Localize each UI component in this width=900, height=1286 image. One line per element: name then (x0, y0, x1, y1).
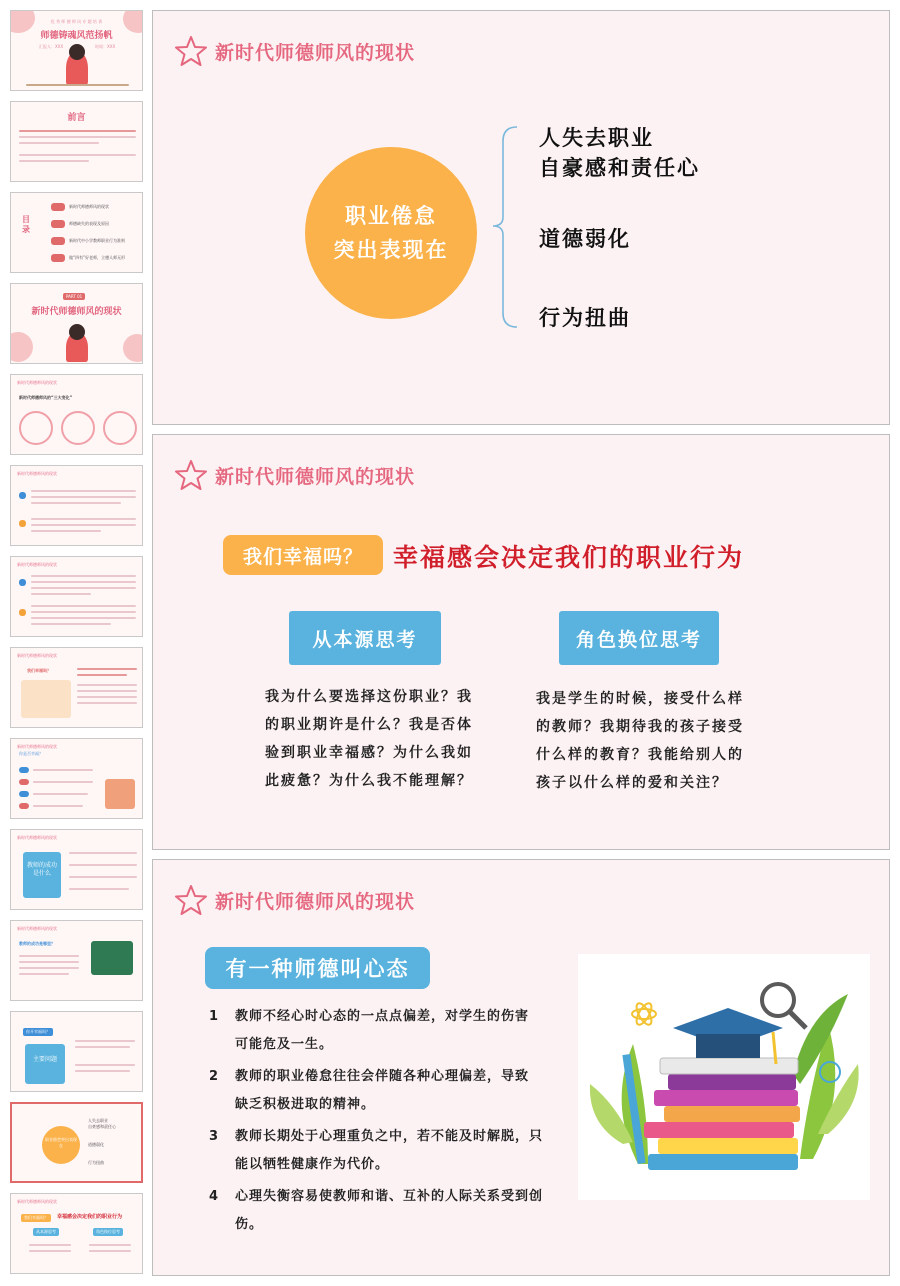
star-icon (175, 459, 207, 491)
text-line: 此疲惫？为什么我不能理解？ (265, 773, 473, 789)
star-icon (175, 35, 207, 67)
text-line: 缺乏积极进取的精神。 (235, 1097, 376, 1112)
text-line: 能以牺牲健康作为代价。 (235, 1157, 390, 1172)
slide-title: 新时代师德师风的现状 (215, 465, 416, 488)
thumbnail-slide-3[interactable] (10, 192, 143, 273)
point-number: 3 (209, 1129, 219, 1144)
role-swap-thinking-text (536, 685, 776, 797)
mindset-point (209, 1063, 564, 1119)
thumb-toc-item: 新时代师德师风的现状 (69, 204, 109, 209)
burnout-item-pride (539, 123, 700, 183)
books-illustration (578, 954, 870, 1200)
thumb-btn: 角色换位思考 (93, 1228, 123, 1236)
thumb-title: 目录 (22, 215, 30, 234)
bracket-icon (485, 125, 525, 330)
thumbnail-slide-2[interactable] (10, 101, 143, 182)
thumbnail-slide-13[interactable] (10, 1102, 143, 1183)
text-line: 伤。 (235, 1217, 264, 1232)
happiness-question-tag: 我们幸福吗？ (223, 535, 383, 575)
text-line: 教师的职业倦怠往往会伴随各种心理偏差，导致 (235, 1069, 530, 1084)
happiness-headline: 幸福感会决定我们的职业行为 (393, 543, 745, 572)
thumb-item: 行为扭曲 (88, 1160, 104, 1165)
point-number: 2 (209, 1069, 219, 1084)
thumbnail-slide-10[interactable] (10, 829, 143, 910)
teacher-head (69, 44, 85, 60)
slide-header (175, 35, 415, 67)
thumb-head: 新时代师德师风的现状 (17, 926, 57, 931)
slide-happiness (152, 434, 890, 850)
text-line: 心理失衡容易使教师和谐、互补的人际关系受到创 (235, 1189, 544, 1204)
item-line: 道德弱化 (539, 227, 631, 251)
thumbnail-slide-4[interactable] (10, 283, 143, 364)
text-line: 的教师？我期待我的孩子接受 (536, 719, 744, 735)
thumb-subtitle: 优 秀 师 德 师 风 专 题 培 训 (50, 19, 103, 24)
thumb-box-label: 主要问题 (32, 1056, 57, 1063)
thumbnail-slide-5[interactable] (10, 374, 143, 455)
point-text (235, 1003, 564, 1059)
role-swap-thinking-button: 角色换位思考 (559, 611, 719, 665)
star-icon (175, 884, 207, 916)
thumb-title: 新时代师德师风的现状 (31, 307, 122, 317)
thumbnail-slide-7[interactable] (10, 556, 143, 637)
text-line: 教师长期处于心理重负之中，若不能及时解脱，只 (235, 1129, 544, 1144)
thumb-title: 师德铸魂风范扬帆 (40, 31, 113, 41)
thumb-toc-item: 新时代中小学教师职业行为准则 (69, 238, 125, 243)
blackboard-picture (91, 941, 133, 975)
item-line: 自豪感和责任心 (539, 156, 700, 180)
burnout-circle (305, 147, 477, 319)
thumbnail-slide-8[interactable] (10, 647, 143, 728)
thumb-head: 新时代师德师风的现状 (17, 380, 57, 385)
thumb-meta: 汇报人：XXX (39, 44, 64, 49)
burnout-item-morality (539, 224, 631, 254)
text-line: 的职业期许是什么？我是否体 (265, 717, 473, 733)
slide-header (175, 459, 415, 491)
slide-title: 新时代师德师风的现状 (215, 41, 416, 64)
origin-thinking-text (265, 683, 505, 795)
thumb-tag: 教师的成功是哪里？ (19, 941, 55, 946)
text-line: 验到职业幸福感？为什么我如 (265, 745, 473, 761)
slide-burnout (152, 10, 890, 425)
thumb-item: 道德弱化 (88, 1142, 104, 1147)
thumbnail-slide-1[interactable] (10, 10, 143, 91)
text-line: 教师不经心时心态的一点点偏差，对学生的伤害 (235, 1009, 530, 1024)
thumbnail-slide-14[interactable] (10, 1193, 143, 1274)
mindset-point (209, 1183, 564, 1239)
point-text (235, 1183, 564, 1239)
mindset-point (209, 1003, 564, 1059)
desk (26, 84, 129, 86)
thumb-tag: 我们幸福吗？ (27, 668, 51, 673)
thumbnail-slide-11[interactable] (10, 920, 143, 1001)
thumb-tag: 你是否幸福？ (19, 751, 43, 756)
burnout-item-behavior (539, 303, 631, 333)
slide-title: 新时代师德师风的现状 (215, 890, 416, 913)
thumb-head: 新时代师德师风的现状 (17, 835, 57, 840)
thumb-title: 前言 (67, 113, 86, 123)
thumb-item: 人失去职业 (88, 1118, 108, 1123)
point-text (235, 1063, 564, 1119)
text-line: 我是学生的时候，接受什么样 (536, 691, 744, 707)
thumb-box-label: 教师的成功是什么 (26, 862, 57, 877)
thumb-tag: 你开幸福吗？ (23, 1028, 53, 1036)
thumb-tag: 我们幸福吗？ (21, 1214, 51, 1222)
mindset-point (209, 1123, 564, 1179)
thumb-head: 新时代师德师风的现状 (17, 562, 57, 567)
thumb-toc-item: 师德缺失的表现及原因 (69, 221, 109, 226)
thumb-headline: 幸福感会决定我们的职业行为 (57, 1214, 123, 1220)
slide-mindset (152, 859, 890, 1276)
circle-line: 职业倦怠 (345, 204, 437, 228)
thumb-part-chip: PART 01 (63, 293, 85, 300)
item-line: 人失去职业 (539, 126, 654, 150)
text-line: 孩子以什么样的爱和关注？ (536, 775, 728, 791)
point-text (235, 1123, 564, 1179)
classroom-picture (21, 680, 71, 718)
point-number: 1 (209, 1009, 219, 1024)
mindset-banner: 有一种师德叫心态 (205, 947, 430, 989)
thumb-circle-label: 职业倦怠突出表现在 (45, 1137, 77, 1148)
thumbnail-slide-9[interactable] (10, 738, 143, 819)
point-number: 4 (209, 1189, 219, 1204)
thumb-head: 新时代师德师风的现状 (17, 653, 57, 658)
text-line: 我为什么要选择这份职业？我 (265, 689, 473, 705)
item-line: 行为扭曲 (539, 306, 631, 330)
thumb-btn: 从本源思考 (33, 1228, 59, 1236)
thumb-meta: 时间：XXX (95, 44, 116, 49)
thumb-head: 新时代师德师风的现状 (17, 1199, 57, 1204)
books-graduation-cap-icon (578, 954, 870, 1200)
circle-line: 突出表现在 (333, 238, 449, 262)
origin-thinking-button: 从本源思考 (289, 611, 441, 665)
text-line: 什么样的教育？我能给别人的 (536, 747, 744, 763)
text-line: 可能危及一生。 (235, 1037, 334, 1052)
thumb-toc-item: 做“四有”好老师，立德人师无形 (69, 255, 126, 260)
thumb-item: 自豪感和责任心 (88, 1124, 116, 1129)
slide-header (175, 884, 415, 916)
books-picture (105, 779, 135, 809)
thumb-head: 新时代师德师风的现状 (17, 471, 57, 476)
thumbnail-slide-12[interactable] (10, 1011, 143, 1092)
thumbnail-slide-6[interactable] (10, 465, 143, 546)
thumb-subhead: 新时代师德师风的“三大变化” (19, 395, 73, 400)
thumb-head: 新时代师德师风的现状 (17, 744, 57, 749)
